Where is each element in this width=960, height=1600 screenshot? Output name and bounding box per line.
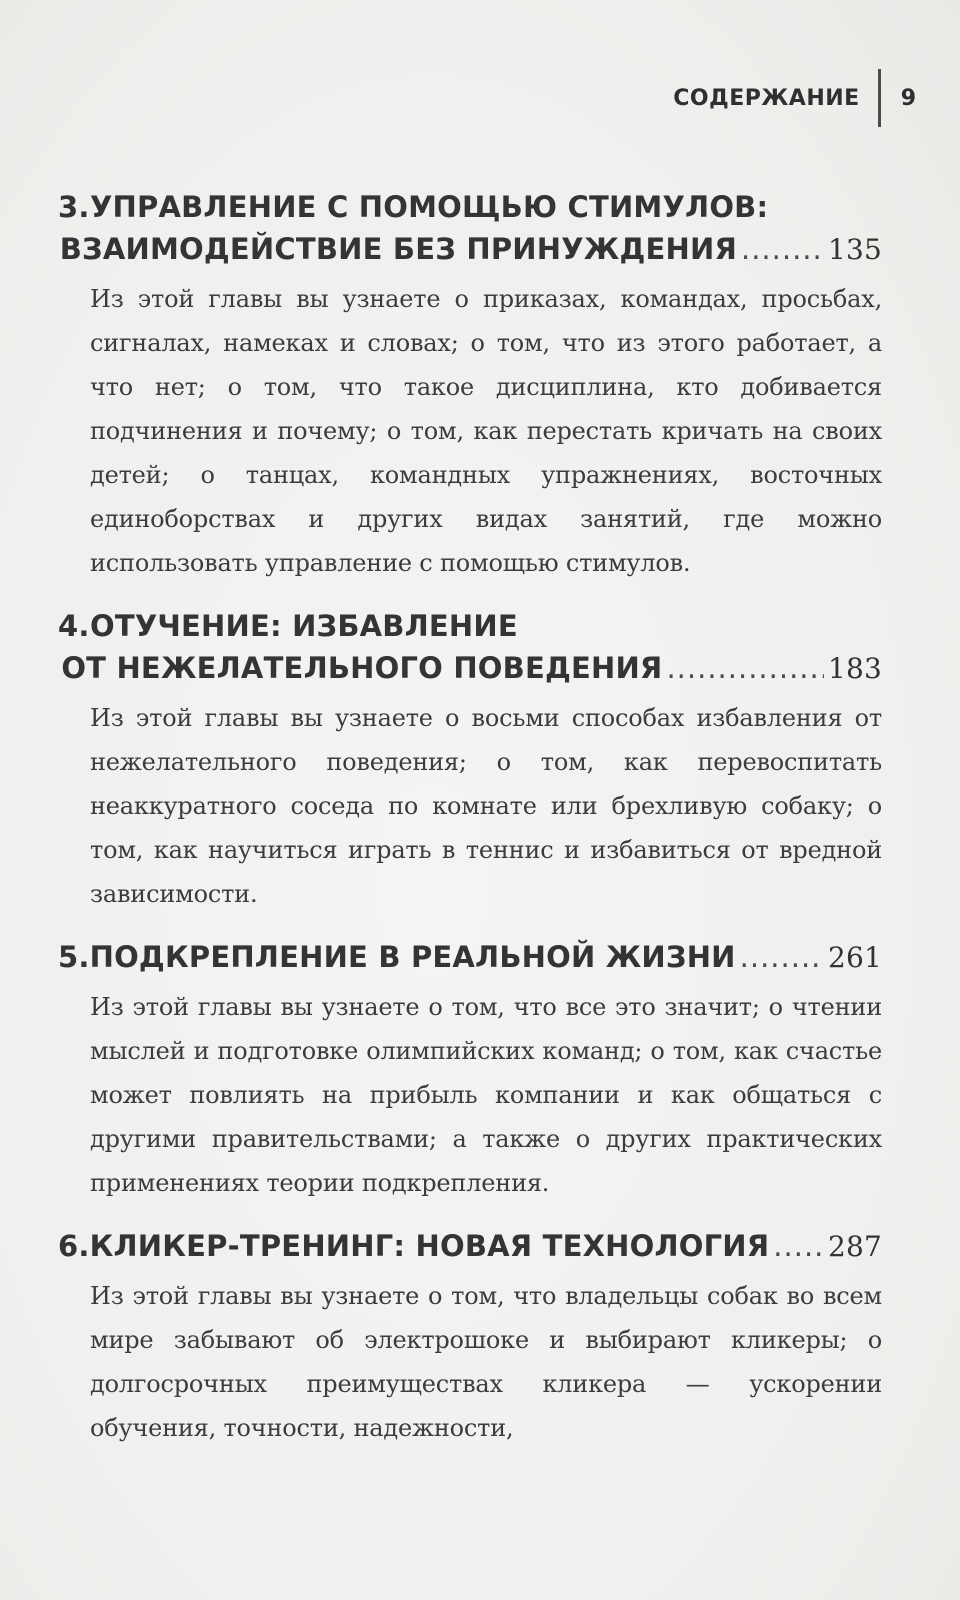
chapter-number: 3. <box>58 190 90 224</box>
chapter-title-line: ОТ НЕЖЕЛАТЕЛЬНОГО ПОВЕДЕНИЯ <box>61 651 663 685</box>
toc-entry <box>58 936 882 1205</box>
chapter-number: 5. <box>58 940 90 974</box>
chapter-number: 6. <box>58 1229 90 1263</box>
chapter-title-line: КЛИКЕР-ТРЕНИНГ: НОВАЯ ТЕХНОЛОГИЯ <box>89 1229 770 1263</box>
toc-entry <box>58 605 882 916</box>
dot-leader <box>666 647 823 689</box>
toc-entry-title <box>58 1225 882 1268</box>
chapter-title-line: ПОДКРЕПЛЕНИЕ В РЕАЛЬНОЙ ЖИЗНИ <box>89 940 736 974</box>
chapter-title-line: УПРАВЛЕНИЕ С ПОМОЩЬЮ СТИМУЛОВ: <box>90 190 769 224</box>
chapter-page-number: 287 <box>827 1230 882 1263</box>
chapter-description: Из этой главы вы узнаете о восьми способах избавления от нежелательного поведения; о том, как перевоспитать неаккуратного соседа по комнате или брехливую собаку; о том, как научиться играть в теннис и избавиться от вредной зависимости. <box>90 704 882 908</box>
chapter-description: Из этой главы вы узнаете о том, что все это значит; о чтении мыслей и подготовке олимпийских команд; о том, как счастье может повлиять на прибыль компании и как общаться с другими правительствами; а также о других практических применениях теории подкрепления. <box>90 993 882 1197</box>
chapter-description: Из этой главы вы узнаете о приказах, командах, просьбах, сигналах, намеках и словах; о том, что из этого работает, а что нет; о том, что такое дисциплина, кто добивается подчинения и почему; о том, как перестать кричать на своих детей; о танцах, командных упражнениях, восточных единоборствах и других видах занятий, где можно использовать управление с помощью стимулов. <box>90 285 882 577</box>
table-of-contents <box>58 186 882 1470</box>
chapter-page-number: 261 <box>827 941 882 974</box>
chapter-number: 4. <box>58 609 90 643</box>
toc-entry-title <box>58 605 882 690</box>
chapter-description: Из этой главы вы узнаете о том, что владельцы собак во всем мире забывают об электрошоке и выбирают кликеры; о долгосрочных преимуществах кликера — ускорении обучения, точности, надежности, <box>90 1282 882 1442</box>
page-number: 9 <box>900 85 916 111</box>
running-head-title: СОДЕРЖАНИЕ <box>673 85 860 111</box>
toc-entry-title <box>58 186 882 271</box>
chapter-title-line: ОТУЧЕНИЕ: ИЗБАВЛЕНИЕ <box>90 609 518 643</box>
toc-entry <box>58 186 882 585</box>
dot-leader <box>773 1225 824 1267</box>
toc-entry <box>58 1225 882 1450</box>
chapter-title-line: ВЗАИМОДЕЙСТВИЕ БЕЗ ПРИНУЖДЕНИЯ <box>59 232 737 266</box>
toc-entry-title <box>58 936 882 979</box>
chapter-page-number: 135 <box>827 233 882 266</box>
dot-leader <box>741 228 824 270</box>
dot-leader <box>740 936 824 978</box>
chapter-page-number: 183 <box>827 652 882 685</box>
running-head <box>673 70 916 126</box>
